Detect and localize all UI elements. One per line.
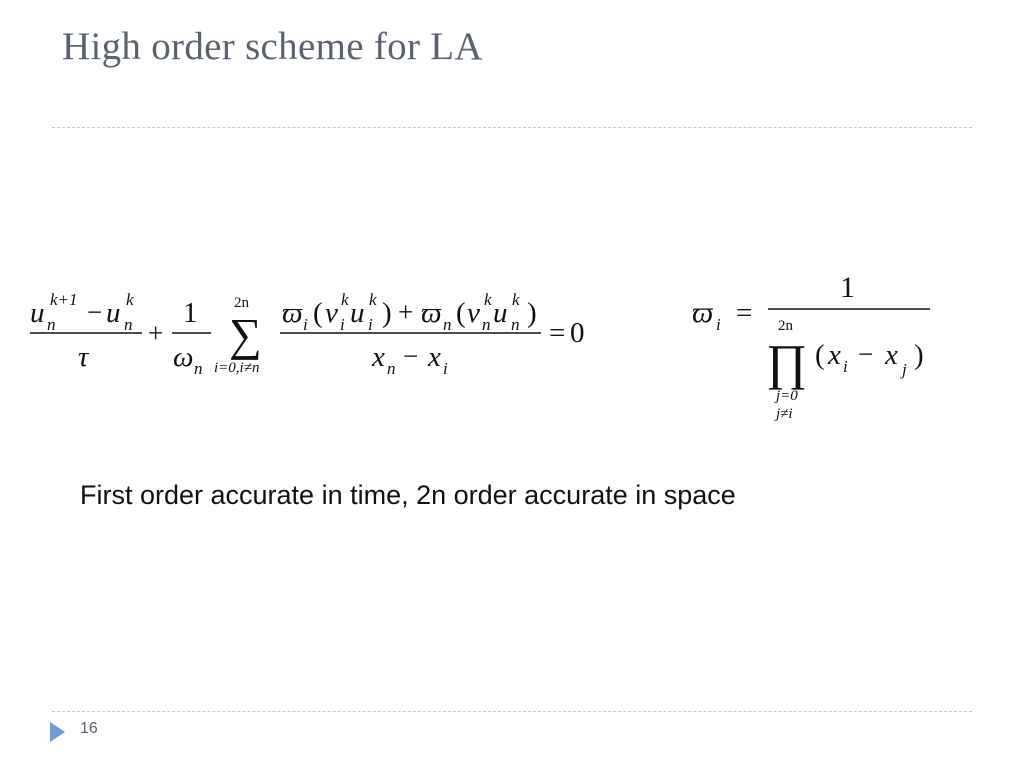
sum-upper-limit: 2n <box>234 295 249 311</box>
superscript-k: k <box>484 290 492 309</box>
summation-sign: ∑ <box>229 309 262 360</box>
superscript-k: k <box>341 290 349 309</box>
slide-title: High order scheme for LA <box>62 25 483 68</box>
weight-equation <box>692 271 930 422</box>
plus-sign: + <box>148 318 164 348</box>
superscript-k: k <box>369 290 377 309</box>
u-symbol: u <box>106 297 121 329</box>
plus-sign: + <box>398 297 414 327</box>
subscript-i: i <box>340 315 345 334</box>
superscript-k-plus-1: k+1 <box>50 290 78 309</box>
minus-sign: − <box>403 341 419 371</box>
subscript-n: n <box>124 315 133 334</box>
accuracy-statement: First order accurate in time, 2n order accurate in space <box>80 480 736 510</box>
main-equation <box>30 290 585 378</box>
superscript-k: k <box>126 290 134 309</box>
close-paren: ) <box>527 297 537 329</box>
v-symbol: v <box>467 297 480 329</box>
varpi-symbol: ϖ <box>692 296 714 329</box>
x-symbol: x <box>828 339 841 371</box>
subscript-i: i <box>303 315 308 334</box>
subscript-n: n <box>47 315 56 334</box>
zero: 0 <box>570 317 585 349</box>
minus-sign: − <box>87 297 103 327</box>
numerator-one: 1 <box>840 271 855 304</box>
x-symbol: x <box>428 341 441 373</box>
sum-lower-limit: i=0,i≠n <box>214 360 260 376</box>
product-lower-limit: j=0 <box>776 388 798 404</box>
tau-symbol: τ <box>78 341 89 373</box>
product-sign: ∏ <box>766 334 808 390</box>
equals-sign: = <box>736 297 753 329</box>
u-symbol: u <box>350 297 365 329</box>
open-paren: ( <box>313 297 323 329</box>
numerator-one: 1 <box>183 297 198 329</box>
title-divider <box>52 127 972 128</box>
minus-sign: − <box>858 339 874 369</box>
open-paren: ( <box>456 297 466 329</box>
close-paren: ) <box>914 339 924 371</box>
v-symbol: v <box>325 297 338 329</box>
superscript-k: k <box>512 290 520 309</box>
footer-divider <box>52 711 972 712</box>
subscript-i: i <box>443 359 448 378</box>
triangle-bullet-icon <box>50 722 65 742</box>
varpi-symbol: ϖ <box>282 297 303 329</box>
varpi-symbol: ϖ <box>421 297 442 329</box>
subscript-i: i <box>716 315 721 334</box>
page-number: 16 <box>80 720 98 737</box>
x-symbol: x <box>885 339 898 371</box>
omega-symbol: ω <box>173 341 194 373</box>
subscript-i: i <box>843 357 848 376</box>
close-paren: ) <box>382 297 392 329</box>
u-symbol: u <box>493 297 508 329</box>
u-symbol: u <box>30 297 45 329</box>
open-paren: ( <box>815 339 825 371</box>
subscript-n: n <box>194 359 203 378</box>
product-lower-condition: j≠i <box>776 406 793 422</box>
x-symbol: x <box>372 341 385 373</box>
equals-sign: = <box>549 317 566 349</box>
subscript-n: n <box>482 315 491 334</box>
subscript-n: n <box>443 315 452 334</box>
subscript-j: j <box>902 360 907 379</box>
subscript-i: i <box>368 315 373 334</box>
subscript-n: n <box>387 359 396 378</box>
product-upper-limit: 2n <box>778 318 793 334</box>
subscript-n: n <box>511 315 520 334</box>
